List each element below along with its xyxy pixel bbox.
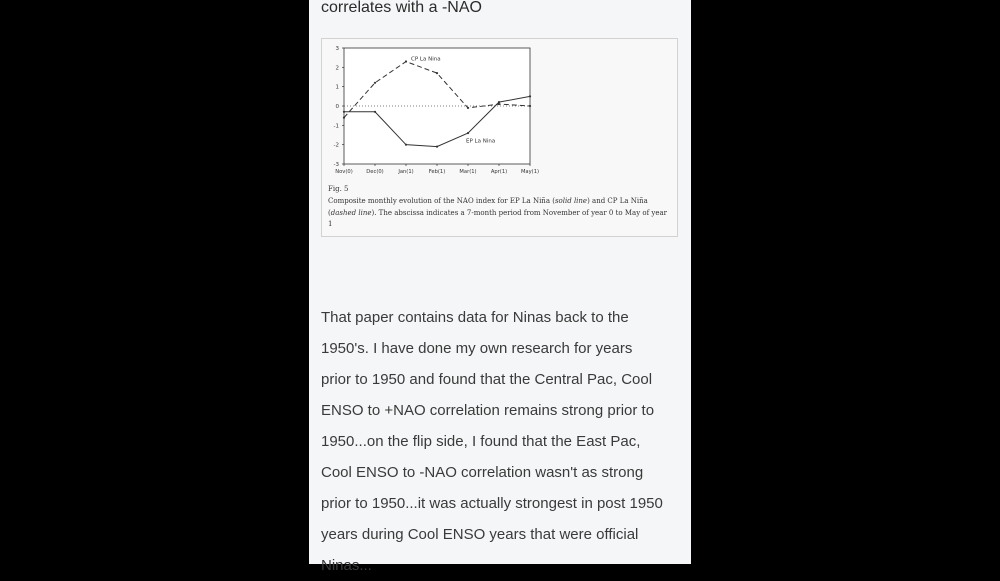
body-line: years during Cool ENSO years that were official <box>321 526 639 543</box>
body-line: prior to 1950...it was actually strongest in post 1950 <box>321 495 663 512</box>
figure-caption <box>328 196 673 231</box>
caption-solid-line: solid line <box>554 197 588 205</box>
y-tick-label: 0 <box>335 104 339 110</box>
data-point <box>405 144 407 146</box>
data-point <box>436 146 438 148</box>
body-line: 1950's. I have done my own research for years <box>321 340 633 357</box>
x-tick-label: May(1) <box>520 169 540 175</box>
figure-label: Fig. 5 <box>328 185 349 193</box>
x-tick-label: Apr(1) <box>490 169 508 175</box>
body-line: That paper contains data for Ninas back to the <box>321 309 629 326</box>
y-tick-label: 3 <box>335 46 339 52</box>
y-tick-label: -1 <box>333 123 339 130</box>
data-point <box>529 105 531 107</box>
data-point <box>405 60 407 62</box>
x-tick-label: Dec(0) <box>366 169 384 175</box>
x-tick-label: Nov(0) <box>335 169 353 175</box>
data-point <box>343 117 345 119</box>
x-tick-label: Jan(1) <box>398 169 414 175</box>
body-text <box>321 302 683 581</box>
article-page <box>309 0 691 574</box>
intro-text: correlates with a -NAO <box>321 0 482 16</box>
x-tick-label: Feb(1) <box>428 169 446 175</box>
body-line: ENSO to +NAO correlation remains strong prior to <box>321 402 655 419</box>
data-point <box>498 101 500 103</box>
x-tick-label: Mar(1) <box>459 169 477 175</box>
series-label-cp: CP La Nina <box>411 56 441 63</box>
data-point <box>467 132 469 134</box>
y-tick-label: -2 <box>333 142 339 149</box>
data-point <box>343 111 345 113</box>
caption-part-2: ) and CP La Niña ( <box>328 197 648 217</box>
body-line: 1950...on the flip side, I found that the East Pac, <box>321 433 641 450</box>
data-point <box>374 111 376 113</box>
caption-part-3: ). The abscissa indicates a 7-month period from November of year 0 to May of year 1 <box>328 208 668 228</box>
y-tick-label: 1 <box>335 84 339 91</box>
data-point <box>374 82 376 84</box>
y-tick-label: 2 <box>335 65 339 72</box>
caption-part-1: Composite monthly evolution of the NAO index for EP La Niña ( <box>328 197 555 205</box>
series-label-ep: EP La Nina <box>466 138 496 145</box>
data-point <box>467 107 469 109</box>
data-point <box>436 72 438 74</box>
body-line: Ninas... <box>321 557 372 574</box>
figure-box <box>321 38 678 237</box>
data-point <box>529 95 531 97</box>
body-line: Cool ENSO to -NAO correlation wasn't as strong <box>321 464 644 481</box>
nao-chart <box>322 39 679 184</box>
caption-dashed-line: dashed line <box>330 208 372 217</box>
body-line: prior to 1950 and found that the Central Pac, Cool <box>321 371 653 388</box>
y-tick-label: -3 <box>333 162 339 168</box>
